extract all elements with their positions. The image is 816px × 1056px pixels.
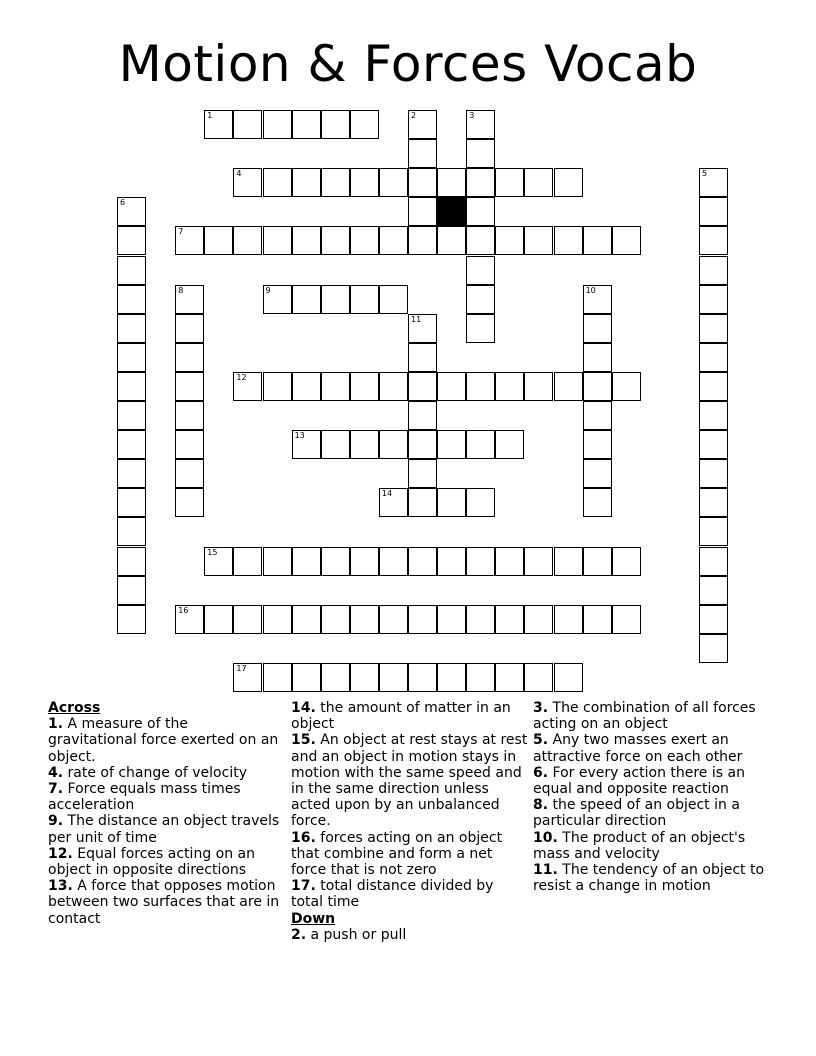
crossword-cell[interactable] bbox=[292, 110, 321, 139]
crossword-cell[interactable] bbox=[466, 314, 495, 343]
crossword-cell[interactable] bbox=[583, 372, 612, 401]
crossword-cell[interactable] bbox=[699, 285, 728, 314]
cell-number: 11 bbox=[411, 314, 422, 324]
crossword-cell[interactable] bbox=[175, 459, 204, 488]
crossword-cell[interactable] bbox=[466, 547, 495, 576]
clue-across-12: 12. Equal forces acting on an object in opposite directions bbox=[48, 845, 255, 879]
crossword-cell[interactable] bbox=[117, 372, 146, 401]
crossword-cell[interactable] bbox=[408, 226, 437, 255]
crossword-cell[interactable] bbox=[495, 372, 524, 401]
crossword-cell[interactable] bbox=[263, 663, 292, 692]
clues-column-2 bbox=[291, 700, 529, 943]
crossword-cell[interactable] bbox=[408, 314, 437, 343]
crossword-cell[interactable] bbox=[292, 226, 321, 255]
crossword-cell[interactable] bbox=[117, 343, 146, 372]
crossword-cell[interactable] bbox=[263, 547, 292, 576]
crossword-cell[interactable] bbox=[321, 110, 350, 139]
crossword-cell[interactable] bbox=[321, 663, 350, 692]
cell-number: 10 bbox=[585, 285, 596, 295]
crossword-cell[interactable] bbox=[466, 663, 495, 692]
crossword-cell[interactable] bbox=[554, 663, 583, 692]
crossword-cell[interactable] bbox=[175, 372, 204, 401]
crossword-cell[interactable] bbox=[612, 547, 641, 576]
crossword-cell[interactable] bbox=[554, 226, 583, 255]
crossword-cell[interactable] bbox=[204, 110, 233, 139]
crossword-cell[interactable] bbox=[583, 605, 612, 634]
crossword-cell[interactable] bbox=[175, 314, 204, 343]
crossword-cell[interactable] bbox=[175, 605, 204, 634]
clue-across-14: 14. the amount of matter in an object bbox=[291, 700, 511, 733]
crossword-cell[interactable] bbox=[466, 488, 495, 517]
crossword-cell[interactable] bbox=[350, 110, 379, 139]
crossword-cell[interactable] bbox=[466, 256, 495, 285]
crossword-cell[interactable] bbox=[263, 168, 292, 197]
crossword-cell[interactable] bbox=[321, 372, 350, 401]
crossword-cell[interactable] bbox=[233, 226, 262, 255]
crossword-cell[interactable] bbox=[699, 517, 728, 546]
crossword-cell[interactable] bbox=[233, 605, 262, 634]
crossword-cell[interactable] bbox=[524, 663, 553, 692]
cell-number: 9 bbox=[265, 285, 271, 295]
crossword-cell[interactable] bbox=[408, 605, 437, 634]
crossword-cell[interactable] bbox=[699, 547, 728, 576]
clue-down-10: 10. The product of an object's mass and velocity bbox=[533, 829, 746, 862]
crossword-cell[interactable] bbox=[495, 168, 524, 197]
crossword-cell[interactable] bbox=[117, 430, 146, 459]
crossword-cell[interactable] bbox=[379, 547, 408, 576]
crossword-cell[interactable] bbox=[437, 547, 466, 576]
crossword-cell[interactable] bbox=[524, 168, 553, 197]
cell-number: 4 bbox=[236, 169, 242, 179]
crossword-cell[interactable] bbox=[437, 168, 466, 197]
clue-across-1: 1. A measure of the gravitational force exerted on an object. bbox=[48, 716, 279, 765]
crossword-cell[interactable] bbox=[466, 139, 495, 168]
crossword-cell[interactable] bbox=[524, 226, 553, 255]
crossword-cell[interactable] bbox=[117, 226, 146, 255]
crossword-cell[interactable] bbox=[466, 372, 495, 401]
crossword-cell[interactable] bbox=[699, 168, 728, 197]
crossword-cell[interactable] bbox=[292, 430, 321, 459]
crossword-cell[interactable] bbox=[466, 168, 495, 197]
crossword-cell[interactable] bbox=[699, 401, 728, 430]
crossword-cell[interactable] bbox=[583, 430, 612, 459]
crossword-cell[interactable] bbox=[263, 226, 292, 255]
crossword-cell[interactable] bbox=[117, 285, 146, 314]
crossword-cell[interactable] bbox=[350, 372, 379, 401]
clue-across-15: 15. An object at rest stays at rest and an object in motion stays in motion with the same speed and in the same direction unless acted upon by an unbalanced force. bbox=[291, 732, 528, 830]
crossword-cell[interactable] bbox=[408, 372, 437, 401]
crossword-cell[interactable] bbox=[379, 168, 408, 197]
cell-number: 17 bbox=[236, 663, 247, 673]
across-heading: Across bbox=[48, 700, 101, 716]
crossword-cell[interactable] bbox=[321, 430, 350, 459]
crossword-cell[interactable] bbox=[699, 256, 728, 285]
cell-number: 1 bbox=[207, 111, 213, 120]
crossword-cell[interactable] bbox=[437, 605, 466, 634]
cell-number: 6 bbox=[120, 198, 126, 208]
crossword-cell[interactable] bbox=[583, 488, 612, 517]
clue-across-7: 7. Force equals mass times acceleration bbox=[48, 781, 241, 814]
crossword-cell[interactable] bbox=[117, 547, 146, 576]
crossword-cell[interactable] bbox=[583, 343, 612, 372]
crossword-cell[interactable] bbox=[117, 576, 146, 605]
clue-across-16: 16. forces acting on an object that combine and form a net force that is not zero bbox=[291, 829, 503, 879]
crossword-cell[interactable] bbox=[699, 634, 728, 663]
crossword-cell[interactable] bbox=[350, 605, 379, 634]
crossword-cell[interactable] bbox=[583, 314, 612, 343]
crossword-cell[interactable] bbox=[321, 168, 350, 197]
black-square bbox=[437, 197, 466, 226]
crossword-cell[interactable] bbox=[554, 605, 583, 634]
cell-number: 5 bbox=[702, 169, 708, 179]
crossword-cell[interactable] bbox=[292, 285, 321, 314]
crossword-cell[interactable] bbox=[699, 197, 728, 226]
crossword-cell[interactable] bbox=[437, 372, 466, 401]
crossword-cell[interactable] bbox=[466, 226, 495, 255]
crossword-cell[interactable] bbox=[583, 459, 612, 488]
crossword-cell[interactable] bbox=[175, 343, 204, 372]
crossword-cell[interactable] bbox=[495, 663, 524, 692]
crossword-cell[interactable] bbox=[263, 110, 292, 139]
crossword-cell[interactable] bbox=[350, 547, 379, 576]
crossword-cell[interactable] bbox=[554, 168, 583, 197]
crossword-cell[interactable] bbox=[321, 547, 350, 576]
clue-down-6: 6. For every action there is an equal and opposite reaction bbox=[533, 764, 745, 798]
crossword-cell[interactable] bbox=[495, 547, 524, 576]
crossword-cell[interactable] bbox=[292, 168, 321, 197]
crossword-cell[interactable] bbox=[612, 226, 641, 255]
clue-down-3: 3. The combination of all forces acting on an object bbox=[533, 700, 756, 733]
crossword-cell[interactable] bbox=[699, 314, 728, 343]
crossword-cell[interactable] bbox=[175, 226, 204, 255]
crossword-cell[interactable] bbox=[408, 197, 437, 226]
crossword-cell[interactable] bbox=[495, 605, 524, 634]
crossword-cell[interactable] bbox=[379, 605, 408, 634]
crossword-cell[interactable] bbox=[408, 547, 437, 576]
crossword-cell[interactable] bbox=[175, 488, 204, 517]
clue-across-17: 17. total distance divided by total time bbox=[291, 878, 494, 911]
cell-number: 2 bbox=[411, 111, 417, 120]
crossword-cell[interactable] bbox=[379, 488, 408, 517]
crossword-cell[interactable] bbox=[292, 547, 321, 576]
crossword-cell[interactable] bbox=[117, 314, 146, 343]
crossword-cell[interactable] bbox=[175, 401, 204, 430]
crossword-cell[interactable] bbox=[117, 401, 146, 430]
crossword-cell[interactable] bbox=[117, 488, 146, 517]
crossword-cell[interactable] bbox=[466, 285, 495, 314]
clue-across-13: 13. A force that opposes motion between two surfaces that are in contact bbox=[48, 878, 280, 927]
crossword-cell[interactable] bbox=[699, 226, 728, 255]
clue-down-8: 8. the speed of an object in a particular direction bbox=[533, 797, 740, 830]
cell-number: 13 bbox=[294, 431, 305, 441]
cell-number: 3 bbox=[469, 111, 475, 120]
crossword-cell[interactable] bbox=[233, 110, 262, 139]
crossword-cell[interactable] bbox=[292, 663, 321, 692]
crossword-cell[interactable] bbox=[466, 197, 495, 226]
cell-number: 15 bbox=[207, 547, 218, 557]
crossword-cell[interactable] bbox=[408, 488, 437, 517]
crossword-cell[interactable] bbox=[350, 430, 379, 459]
crossword-cell[interactable] bbox=[699, 576, 728, 605]
crossword-cell[interactable] bbox=[350, 285, 379, 314]
page-title: Motion & Forces Vocab bbox=[118, 35, 698, 93]
crossword-cell[interactable] bbox=[699, 605, 728, 634]
crossword-cell[interactable] bbox=[204, 547, 233, 576]
crossword-cell[interactable] bbox=[175, 285, 204, 314]
cell-number: 14 bbox=[381, 489, 393, 499]
crossword-cell[interactable] bbox=[699, 343, 728, 372]
clue-across-4: 4. rate of change of velocity bbox=[48, 764, 247, 781]
crossword-cell[interactable] bbox=[204, 605, 233, 634]
clue-down-5: 5. Any two masses exert an attractive force on each other bbox=[533, 732, 743, 765]
cell-number: 7 bbox=[178, 227, 184, 237]
cell-number: 12 bbox=[236, 372, 247, 382]
clue-down-2: 2. a push or pull bbox=[291, 926, 407, 943]
crossword-cell[interactable] bbox=[466, 430, 495, 459]
crossword-cell[interactable] bbox=[321, 605, 350, 634]
crossword-cell[interactable] bbox=[379, 285, 408, 314]
crossword-cell[interactable] bbox=[321, 226, 350, 255]
crossword-cell[interactable] bbox=[554, 372, 583, 401]
cell-number: 8 bbox=[178, 285, 184, 295]
crossword-cell[interactable] bbox=[204, 226, 233, 255]
crossword-cell[interactable] bbox=[379, 372, 408, 401]
crossword-cell[interactable] bbox=[699, 459, 728, 488]
crossword-cell[interactable] bbox=[583, 401, 612, 430]
crossword-cell[interactable] bbox=[524, 547, 553, 576]
crossword-cell[interactable] bbox=[408, 663, 437, 692]
crossword-cell[interactable] bbox=[524, 372, 553, 401]
crossword-cell[interactable] bbox=[466, 110, 495, 139]
crossword-cell[interactable] bbox=[524, 605, 553, 634]
crossword-cell[interactable] bbox=[117, 197, 146, 226]
crossword-cell[interactable] bbox=[263, 605, 292, 634]
crossword-cell[interactable] bbox=[350, 663, 379, 692]
crossword-cell[interactable] bbox=[263, 372, 292, 401]
cell-number: 16 bbox=[178, 605, 189, 615]
crossword-cell[interactable] bbox=[117, 517, 146, 546]
crossword-cell[interactable] bbox=[408, 459, 437, 488]
crossword-cell[interactable] bbox=[117, 459, 146, 488]
crossword-cell[interactable] bbox=[495, 226, 524, 255]
crossword-cell[interactable] bbox=[292, 605, 321, 634]
crossword-cell[interactable] bbox=[117, 256, 146, 285]
crossword-cell[interactable] bbox=[437, 430, 466, 459]
crossword-cell[interactable] bbox=[437, 488, 466, 517]
crossword-cell[interactable] bbox=[175, 430, 204, 459]
crossword-cell[interactable] bbox=[583, 226, 612, 255]
crossword-cell[interactable] bbox=[583, 285, 612, 314]
crossword-cell[interactable] bbox=[233, 663, 262, 692]
crossword-cell[interactable] bbox=[408, 343, 437, 372]
clues-column-3 bbox=[533, 700, 773, 894]
crossword-cell[interactable] bbox=[699, 372, 728, 401]
crossword-cell[interactable] bbox=[379, 430, 408, 459]
crossword-cell[interactable] bbox=[292, 372, 321, 401]
crossword-cell[interactable] bbox=[408, 139, 437, 168]
crossword-cell[interactable] bbox=[233, 168, 262, 197]
crossword-cell[interactable] bbox=[495, 430, 524, 459]
crossword-cell[interactable] bbox=[699, 488, 728, 517]
crossword-cell[interactable] bbox=[554, 547, 583, 576]
crossword-cell[interactable] bbox=[408, 168, 437, 197]
crossword-cell[interactable] bbox=[408, 110, 437, 139]
crossword-cell[interactable] bbox=[350, 168, 379, 197]
clue-across-9: 9. The distance an object travels per unit of time bbox=[48, 813, 280, 846]
crossword-cell[interactable] bbox=[699, 430, 728, 459]
crossword-cell[interactable] bbox=[466, 605, 495, 634]
crossword-cell[interactable] bbox=[408, 401, 437, 430]
crossword-cell[interactable] bbox=[117, 605, 146, 634]
crossword-cell[interactable] bbox=[233, 547, 262, 576]
crossword-cell[interactable] bbox=[612, 605, 641, 634]
crossword-cell[interactable] bbox=[437, 663, 466, 692]
crossword-cell[interactable] bbox=[379, 663, 408, 692]
clues-column-1 bbox=[48, 700, 280, 927]
crossword-cell[interactable] bbox=[233, 372, 262, 401]
crossword-cell[interactable] bbox=[612, 372, 641, 401]
clue-down-11: 11. The tendency of an object to resist a change in motion bbox=[533, 862, 765, 895]
crossword-cell[interactable] bbox=[263, 285, 292, 314]
crossword-cell[interactable] bbox=[408, 430, 437, 459]
crossword-cell[interactable] bbox=[583, 547, 612, 576]
crossword-cell[interactable] bbox=[350, 226, 379, 255]
down-heading: Down bbox=[291, 910, 336, 927]
crossword-cell[interactable] bbox=[379, 226, 408, 255]
crossword-cell[interactable] bbox=[437, 226, 466, 255]
crossword-cell[interactable] bbox=[321, 285, 350, 314]
